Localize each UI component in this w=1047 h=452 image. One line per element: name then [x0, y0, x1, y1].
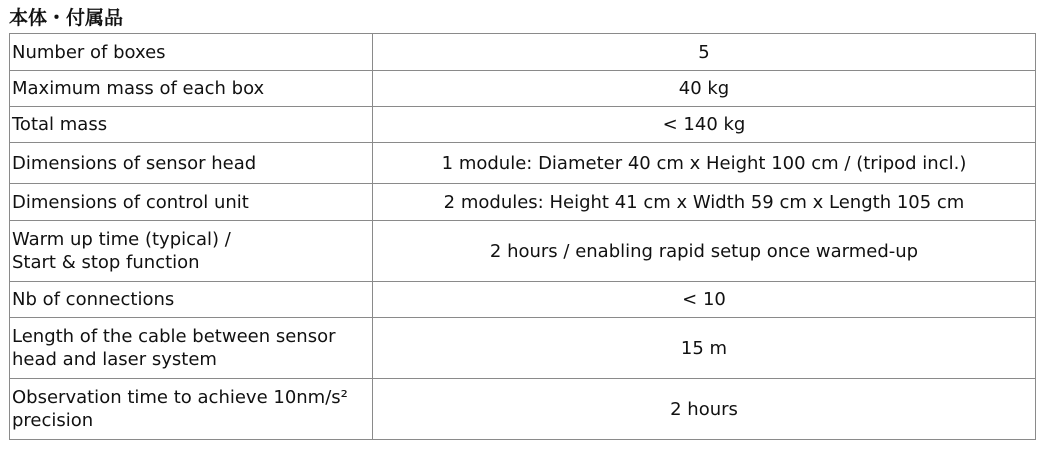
table-row [10, 282, 1036, 318]
table-row [10, 143, 1036, 184]
row-value: 2 modules: Height 41 cm x Width 59 cm x Length 105 cm [373, 184, 1036, 221]
row-value: 2 hours / enabling rapid setup once warmed-up [373, 221, 1036, 282]
row-value: < 140 kg [373, 107, 1036, 143]
row-label: Nb of connections [10, 282, 373, 318]
spec-table [9, 33, 1036, 440]
table-row [10, 184, 1036, 221]
row-label: Total mass [10, 107, 373, 143]
table-row [10, 221, 1036, 282]
table-row [10, 318, 1036, 379]
table-row [10, 34, 1036, 71]
row-label: Length of the cable between sensor head and laser system [10, 318, 373, 379]
row-label: Observation time to achieve 10nm/s² precision [10, 379, 373, 440]
section-heading: 本体・付属品 [9, 7, 124, 29]
row-value: 40 kg [373, 71, 1036, 107]
row-value: 1 module: Diameter 40 cm x Height 100 cm / (tripod incl.) [373, 143, 1036, 184]
row-label: Dimensions of control unit [10, 184, 373, 221]
row-label: Number of boxes [10, 34, 373, 71]
row-value: < 10 [373, 282, 1036, 318]
row-label: Dimensions of sensor head [10, 143, 373, 184]
row-label: Maximum mass of each box [10, 71, 373, 107]
row-value: 2 hours [373, 379, 1036, 440]
row-value: 5 [373, 34, 1036, 71]
table-row [10, 379, 1036, 440]
row-value: 15 m [373, 318, 1036, 379]
table-row [10, 71, 1036, 107]
row-label: Warm up time (typical) / Start & stop function [10, 221, 373, 282]
table-row [10, 107, 1036, 143]
